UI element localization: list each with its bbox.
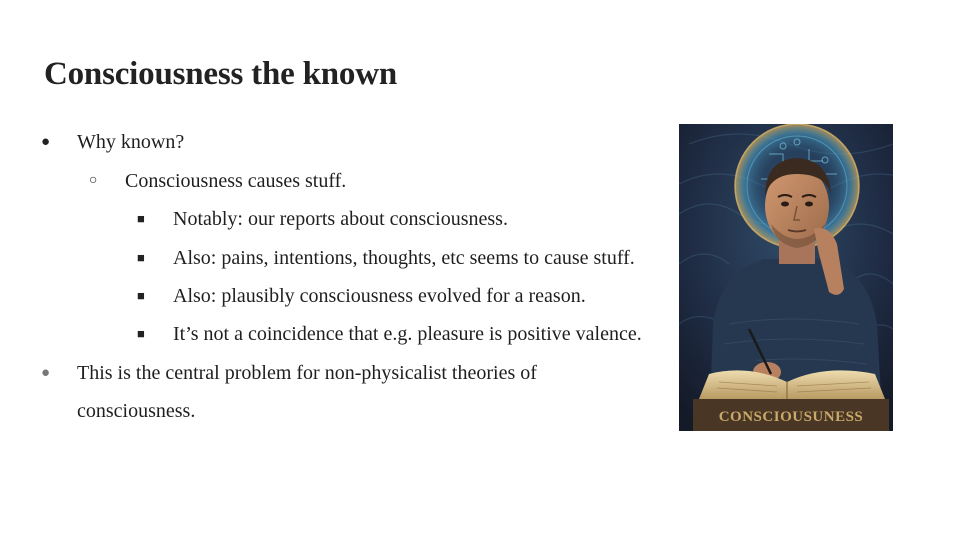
book-title: CONSCIOUSUNESS (718, 409, 864, 425)
bullet-item (137, 207, 508, 231)
bullet-marker: ■ (137, 288, 145, 303)
bullet-marker: ■ (137, 250, 145, 265)
bullet-item-continuation (77, 399, 195, 423)
bullet-text: Consciousness causes stuff. (125, 170, 347, 192)
bullet-text: Also: plausibly consciousness evolved for a reason. (173, 285, 586, 307)
bullet-marker: ● (41, 365, 51, 381)
bullet-text: consciousness. (77, 400, 196, 422)
thinker-illustration (679, 124, 893, 431)
bullet-item (137, 284, 586, 308)
bullet-item (137, 246, 635, 270)
bullet-text: Why known? (77, 131, 185, 153)
bullet-item (41, 361, 537, 385)
thinker-illustration-svg (679, 124, 893, 431)
bullet-item (89, 169, 347, 193)
bullet-marker: ■ (137, 211, 145, 226)
bullet-marker: ○ (89, 173, 98, 188)
bullet-item (41, 130, 185, 154)
bullet-text: Notably: our reports about consciousness. (173, 208, 508, 230)
bullet-text: This is the central problem for non-physicalist theories of (77, 362, 537, 384)
bullet-marker: ● (41, 134, 51, 150)
bullet-marker: ■ (137, 326, 145, 341)
bullet-text: It’s not a coincidence that e.g. pleasure is positive valence. (173, 323, 642, 345)
slide-title: Consciousness the known (44, 56, 398, 92)
bullet-item (137, 322, 642, 346)
bullet-text: Also: pains, intentions, thoughts, etc seems to cause stuff. (173, 247, 635, 269)
